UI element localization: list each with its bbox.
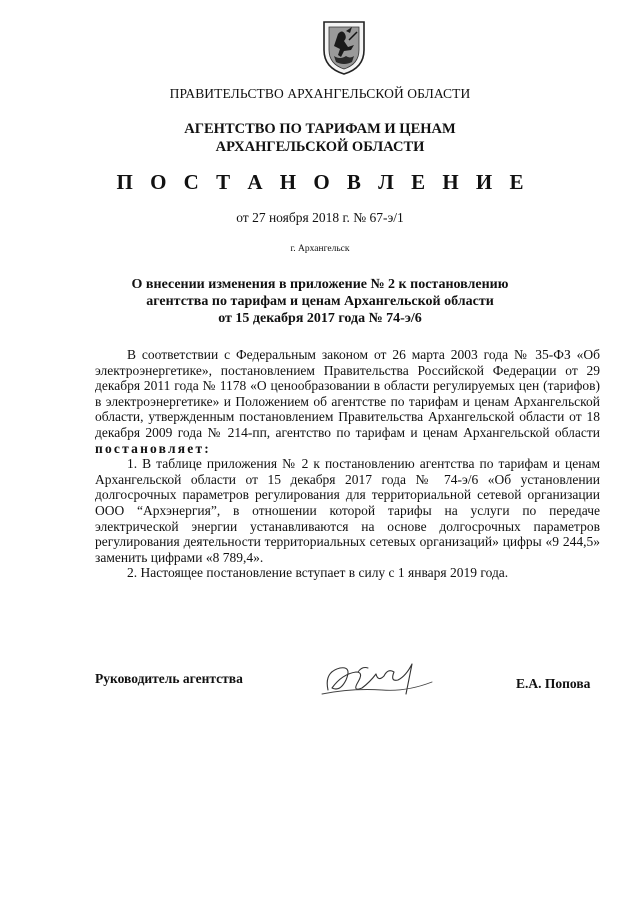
signatory-title: Руководитель агентства: [95, 671, 243, 686]
item-1-paragraph: 1. В таблице приложения № 2 к постановлению агентства по тарифам и ценам Архангельской области от 15 декабря 2017 года № 74-э/6 «Об установлении долгосрочных параметров регулирования для территориальной сетевой организации ООО “Архэнергия”, в отношении которой тарифы на услуги по передаче электрической энергии устанавливаются на основе долгосрочных параметров регулирования деятельности территориальных сетевых организаций» цифры «9 244,5» заменить цифрами «8 789,4».: [95, 456, 600, 565]
government-title: ПРАВИТЕЛЬСТВО АРХАНГЕЛЬСКОЙ ОБЛАСТИ: [169, 86, 471, 101]
handwritten-signature: [318, 650, 438, 710]
agency-title-line2: АРХАНГЕЛЬСКОЙ ОБЛАСТИ: [215, 139, 425, 155]
subject-line1: О внесении изменения в приложение № 2 к постановлению: [131, 277, 509, 292]
agency-title-line1: АГЕНТСТВО ПО ТАРИФАМ И ЦЕНАМ: [184, 121, 456, 137]
subject-line3: от 15 декабря 2017 года № 74-э/6: [218, 311, 422, 326]
resolves-word: постановляет:: [95, 440, 211, 456]
coat-of-arms-icon: [322, 20, 366, 76]
agency-title: [0, 120, 640, 156]
document-subject: [0, 276, 640, 327]
document-body: [95, 347, 600, 581]
document-date-number: от 27 ноября 2018 г. № 67-э/1: [236, 210, 404, 225]
preamble-text: В соответствии с Федеральным законом от 26 марта 2003 года № 35-ФЗ «Об электроэнергетике», постановлением Правительства Российской Федерации от 29 декабря 2011 года № 1178 «О ценообразовании в области регулируемых цен (тарифов) в электроэнергетике» и Положением об агентстве по тарифам и ценам Архангельской области, утвержденным постановлением Правительства Архангельской области от 18 декабря 2009 года № 214-пп, агентство по тарифам и ценам Архангельской области: [95, 347, 600, 440]
subject-line2: агентства по тарифам и ценам Архангельской области: [146, 294, 494, 309]
item-2-paragraph: 2. Настоящее постановление вступает в силу с 1 января 2019 года.: [127, 565, 509, 581]
document-city: г. Архангельск: [290, 244, 350, 254]
preamble-paragraph: [95, 347, 600, 456]
document-type: П О С Т А Н О В Л Е Н И Е: [116, 170, 530, 194]
signatory-name: Е.А. Попова: [516, 676, 591, 691]
